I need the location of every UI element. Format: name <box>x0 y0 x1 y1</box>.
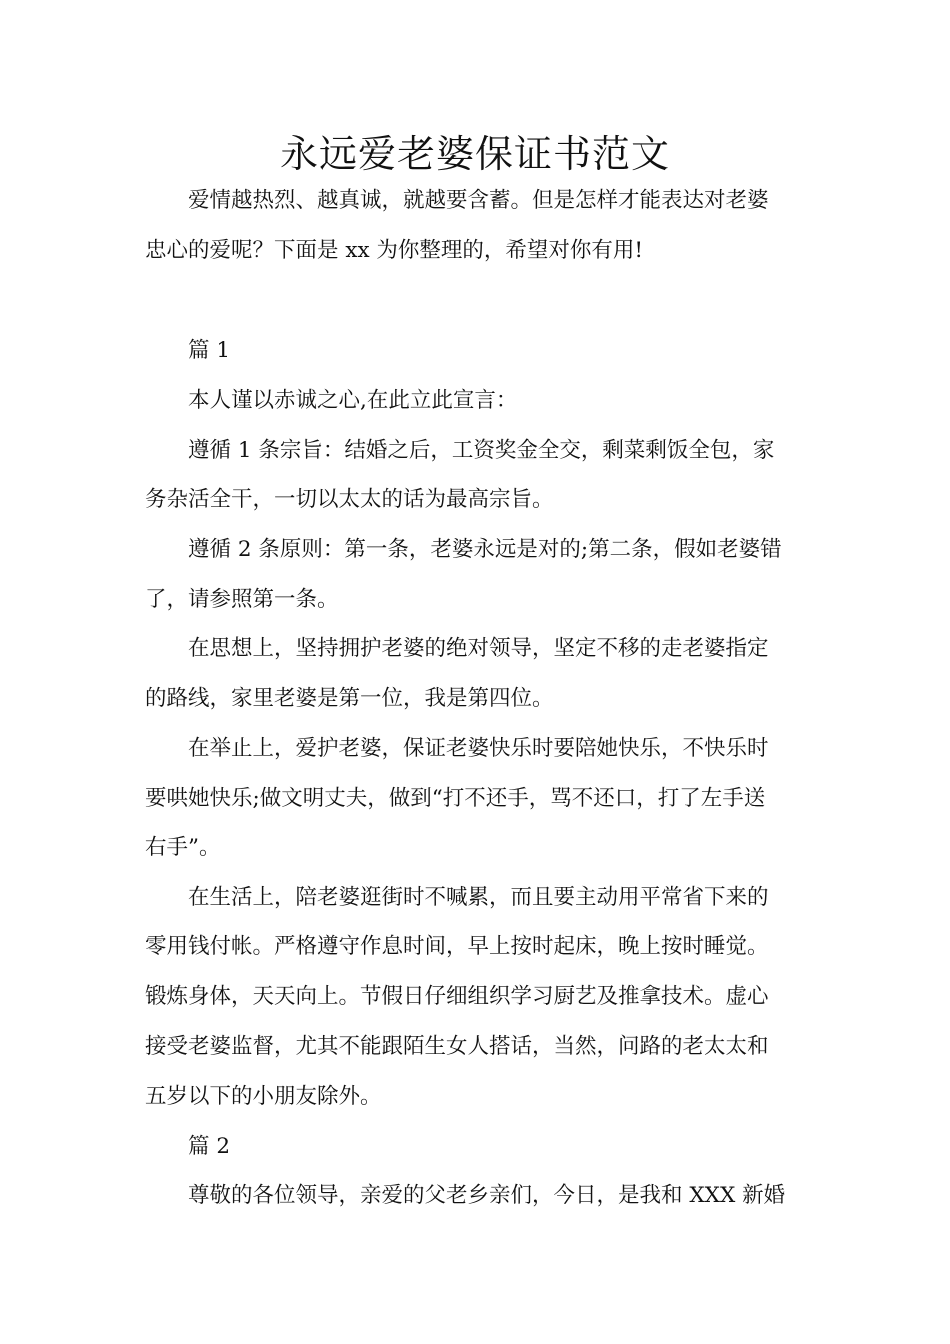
paragraph-line: 本人谨以赤诚之心,在此立此宣言： <box>188 388 518 413</box>
document-title: 永远爱老婆保证书范文 <box>279 132 670 176</box>
paragraph-line: 爱情越热烈、越真诚，就越要含蓄。但是怎样才能表达对老婆 <box>188 188 769 213</box>
paragraph-line: 接受老婆监督，尤其不能跟陌生女人搭话，当然，问路的老太太和 <box>145 1034 769 1059</box>
paragraph-line: 忠心的爱呢？下面是 xx 为你整理的，希望对你有用! <box>145 238 644 263</box>
section-heading: 篇 1 <box>188 338 231 363</box>
paragraph-line: 务杂活全干，一切以太太的话为最高宗旨。 <box>145 487 554 512</box>
paragraph-line: 五岁以下的小朋友除外。 <box>145 1084 382 1109</box>
paragraph-line: 右手”。 <box>145 835 221 860</box>
paragraph-line: 在举止上，爱护老婆，保证老婆快乐时要陪她快乐，不快乐时 <box>188 736 769 761</box>
section-heading: 篇 2 <box>188 1134 231 1159</box>
paragraph-line: 尊敬的各位领导，亲爱的父老乡亲们，今日，是我和 XXX 新婚 <box>188 1183 786 1208</box>
paragraph-line: 的路线，家里老婆是第一位，我是第四位。 <box>145 686 554 711</box>
paragraph-line: 在生活上，陪老婆逛街时不喊累，而且要主动用平常省下来的 <box>188 885 769 910</box>
paragraph-line: 要哄她快乐;做文明丈夫，做到“打不还手，骂不还口，打了左手送 <box>145 786 766 811</box>
paragraph-line: 了，请参照第一条。 <box>145 587 339 612</box>
paragraph-line: 锻炼身体，天天向上。节假日仔细组织学习厨艺及推拿技术。虚心 <box>145 984 769 1009</box>
paragraph-line: 遵循 1 条宗旨：结婚之后，工资奖金全交，剩菜剩饭全包，家 <box>188 438 775 463</box>
paragraph-line: 遵循 2 条原则：第一条，老婆永远是对的;第二条，假如老婆错 <box>188 537 782 562</box>
paragraph-line: 零用钱付帐。严格遵守作息时间，早上按时起床，晚上按时睡觉。 <box>145 934 769 959</box>
paragraph-line: 在思想上，坚持拥护老婆的绝对领导，坚定不移的走老婆指定 <box>188 636 769 661</box>
